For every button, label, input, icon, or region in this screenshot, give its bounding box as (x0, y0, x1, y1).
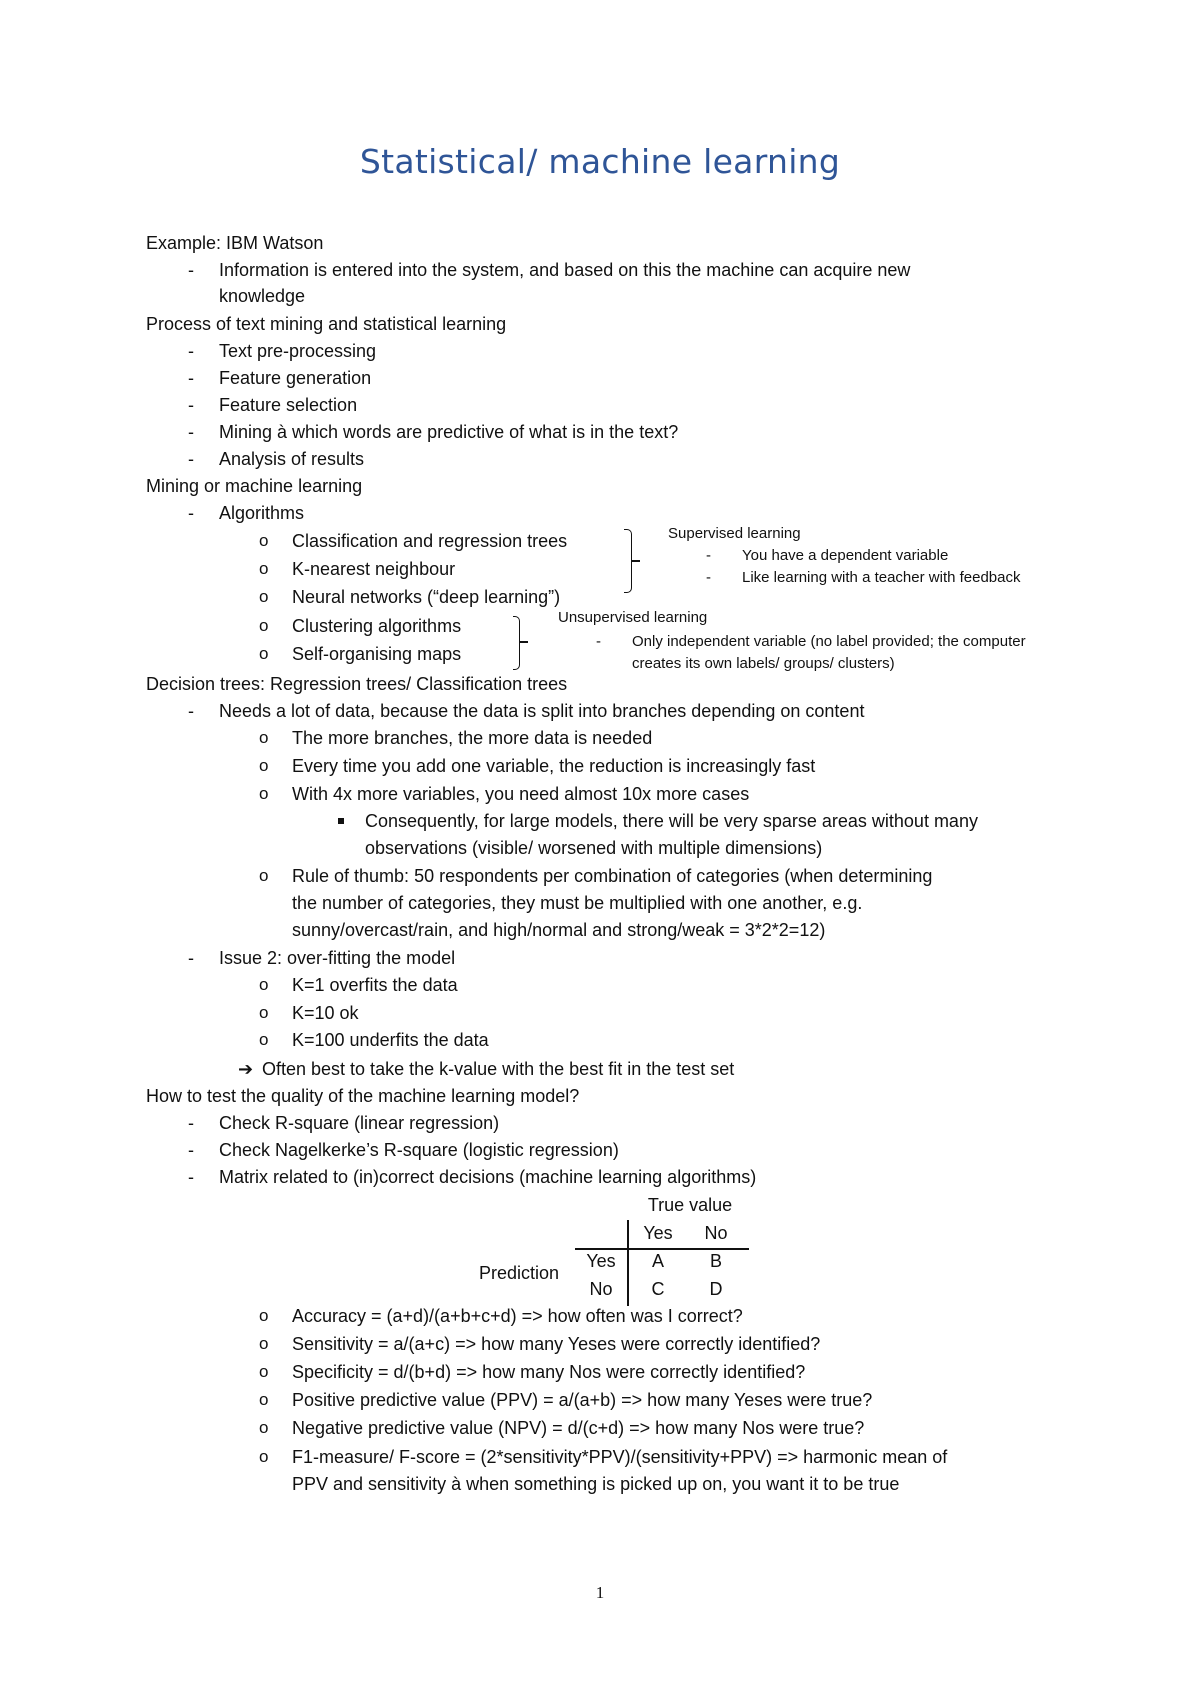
list-item: Issue 2: over-fitting the model (219, 948, 456, 968)
sub-sub-item-cont: observations (visible/ worsened with multiple dimensions) (365, 838, 823, 858)
dash-bullet: - (596, 633, 601, 650)
dash-bullet: - (188, 1140, 194, 1160)
circle-bullet: o (259, 1362, 269, 1381)
dash-bullet: - (706, 569, 711, 586)
dash-bullet: - (188, 1167, 194, 1187)
quality-heading: How to test the quality of the machine learning model? (146, 1086, 580, 1106)
matrix-col-no: No (704, 1223, 728, 1243)
square-bullet (338, 818, 344, 824)
circle-bullet: o (259, 728, 269, 747)
matrix-prediction: Prediction (478, 1263, 560, 1283)
arrow-right-icon: ➔ (238, 1059, 254, 1079)
sub-item: Rule of thumb: 50 respondents per combination of categories (when determining (292, 866, 933, 886)
sub-item: The more branches, the more data is needed (292, 728, 653, 748)
circle-bullet: o (259, 866, 269, 885)
sub-item: Every time you add one variable, the reduction is increasingly fast (292, 756, 816, 776)
supervised-title: Supervised learning (668, 525, 801, 542)
list-item: Analysis of results (219, 449, 365, 469)
sub-sub-item: Consequently, for large models, there will be very sparse areas without many (365, 811, 978, 831)
algorithm-item: Classification and regression trees (292, 531, 568, 551)
matrix-row-yes: Yes (586, 1251, 616, 1271)
metric-item: Positive predictive value (PPV) = a/(a+b) => how many Yeses were true? (292, 1390, 873, 1410)
unsupervised-bracket (513, 616, 520, 670)
dash-bullet: - (188, 1113, 194, 1133)
algorithm-item: Neural networks (“deep learning”) (292, 587, 561, 607)
page-title: Statistical/ machine learning (359, 142, 841, 181)
supervised-bracket (624, 529, 632, 593)
dash-bullet: - (188, 260, 194, 280)
list-item: Feature generation (219, 368, 372, 388)
unsupervised-item-cont: creates its own labels/ groups/ clusters) (632, 655, 895, 672)
metric-item: Accuracy = (a+d)/(a+b+c+d) => how often was I correct? (292, 1306, 743, 1326)
circle-bullet: o (259, 644, 269, 663)
algorithm-item: Clustering algorithms (292, 616, 462, 636)
process-heading: Process of text mining and statistical learning (146, 314, 507, 334)
metric-item-cont: PPV and sensitivity à when something is picked up on, you want it to be true (292, 1474, 900, 1494)
metric-item: Sensitivity = a/(a+c) => how many Yeses were correctly identified? (292, 1334, 821, 1354)
circle-bullet: o (259, 975, 269, 994)
dash-bullet: - (188, 503, 194, 523)
metric-item: Specificity = d/(b+d) => how many Nos were correctly identified? (292, 1362, 806, 1382)
example-item: Information is entered into the system, and based on this the machine can acquire new (219, 260, 911, 280)
list-item: Mining à which words are predictive of what is in the text? (219, 422, 679, 442)
matrix-cell-b: B (709, 1251, 722, 1271)
example-item-cont: knowledge (219, 286, 306, 306)
matrix-true-value: True value (647, 1195, 733, 1215)
bracket-tick (520, 641, 528, 643)
dash-bullet: - (188, 341, 194, 361)
sub-item-cont: sunny/overcast/rain, and high/normal and strong/weak = 3*2*2=12) (292, 920, 826, 940)
algorithm-item: Self-organising maps (292, 644, 462, 664)
matrix-cell-c: C (651, 1279, 665, 1299)
dash-bullet: - (188, 395, 194, 415)
matrix-cell-d: D (709, 1279, 723, 1299)
bracket-tick (632, 560, 640, 562)
dash-bullet: - (188, 449, 194, 469)
matrix-row-no: No (589, 1279, 613, 1299)
list-item: Check R-square (linear regression) (219, 1113, 500, 1133)
list-item: Feature selection (219, 395, 358, 415)
circle-bullet: o (259, 531, 269, 550)
example-heading: Example: IBM Watson (146, 233, 324, 253)
metric-item: Negative predictive value (NPV) = d/(c+d) => how many Nos were true? (292, 1418, 865, 1438)
dash-bullet: - (188, 701, 194, 721)
arrow-item: Often best to take the k-value with the best fit in the test set (262, 1059, 735, 1079)
dash-bullet: - (188, 422, 194, 442)
matrix-cell-a: A (651, 1251, 664, 1271)
circle-bullet: o (259, 616, 269, 635)
list-item: Check Nagelkerke’s R-square (logistic regression) (219, 1140, 619, 1160)
unsupervised-item: Only independent variable (no label provided; the computer (632, 633, 1026, 650)
sub-item: K=1 overfits the data (292, 975, 458, 995)
algorithm-item: K-nearest neighbour (292, 559, 456, 579)
circle-bullet: o (259, 1447, 269, 1466)
circle-bullet: o (259, 1306, 269, 1325)
supervised-item: Like learning with a teacher with feedback (742, 569, 1021, 586)
unsupervised-title: Unsupervised learning (558, 609, 708, 626)
sub-item-cont: the number of categories, they must be multiplied with one another, e.g. (292, 893, 863, 913)
circle-bullet: o (259, 1418, 269, 1437)
circle-bullet: o (259, 784, 269, 803)
circle-bullet: o (259, 1390, 269, 1409)
matrix-col-yes: Yes (643, 1223, 673, 1243)
mining-heading: Mining or machine learning (146, 476, 363, 496)
matrix-vline (627, 1220, 629, 1306)
circle-bullet: o (259, 1003, 269, 1022)
sub-item: K=100 underfits the data (292, 1030, 489, 1050)
page-number: 1 (595, 1583, 605, 1602)
circle-bullet: o (259, 559, 269, 578)
dash-bullet: - (188, 368, 194, 388)
dash-bullet: - (706, 547, 711, 564)
circle-bullet: o (259, 756, 269, 775)
list-item: Matrix related to (in)correct decisions (machine learning algorithms) (219, 1167, 757, 1187)
list-item: Needs a lot of data, because the data is split into branches depending on content (219, 701, 865, 721)
supervised-item: You have a dependent variable (742, 547, 949, 564)
list-item: Text pre-processing (219, 341, 377, 361)
circle-bullet: o (259, 587, 269, 606)
dash-bullet: - (188, 948, 194, 968)
sub-item: K=10 ok (292, 1003, 359, 1023)
sub-item: With 4x more variables, you need almost 10x more cases (292, 784, 750, 804)
list-item: Algorithms (219, 503, 305, 523)
metric-item: F1-measure/ F-score = (2*sensitivity*PPV)/(sensitivity+PPV) => harmonic mean of (292, 1447, 948, 1467)
decision-heading: Decision trees: Regression trees/ Classification trees (146, 674, 568, 694)
circle-bullet: o (259, 1030, 269, 1049)
circle-bullet: o (259, 1334, 269, 1353)
